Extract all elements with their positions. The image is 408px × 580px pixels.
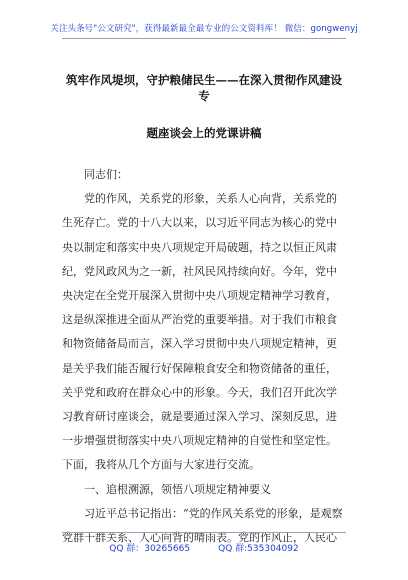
body-paragraph: 习近平总书记指出：“党的作风关系党的形象，是观察党群干群关系、人心向背的晴雨表。党的作风正，人民心 [62,506,343,545]
footer-qq-group-2: QQ 群:535304092 [218,544,299,554]
document-title-line1: 筑牢作风堤坝，守护粮储民生——在深入贯彻作风建设专 [66,73,342,103]
header-divider [62,38,346,39]
page-footer [0,541,408,554]
document-title-line2: 题座谈会上的党课讲稿 [146,126,262,140]
salutation: 同志们： [84,168,128,181]
footer-divider [62,532,346,533]
section-heading: 一、追根溯源，领悟八项规定精神要义 [84,482,271,496]
footer-qq-group-1: QQ 群：30265665 [109,544,191,554]
document-body [62,163,346,550]
page-header-banner: 关注头条号"公文研究"，获得最新最全最专业的公文资料库！ 微信：gongwenyj [50,24,358,34]
body-paragraph: 党的作风，关系党的形象，关系人心向背，关系党的生死存亡。党的十八大以来，以习近平同志为核心的党中央以制定和落实中央八项规定开局破题，持之以恒正风肃纪，党风政风为之一新，社风民风持续向好。今年，党中央决定在全党开展深入贯彻中央八项规定精神学习教育，这是纵深推进全面从严治党的重要举措。对于我们市粮食和物资储备局而言，深入学习贯彻中央八项规定精神，更是关乎我们能否履行好保障粮食安全和物资储备的重任，关乎党和政府在群众心中的形象。今天，我们召开此次学习教育研讨座谈会，就是要通过深入学习、深刻反思，进一步增强贯彻落实中央八项规定精神的自觉性和坚定性。下面，我将从几个方面与大家进行交流。 [62,192,337,472]
